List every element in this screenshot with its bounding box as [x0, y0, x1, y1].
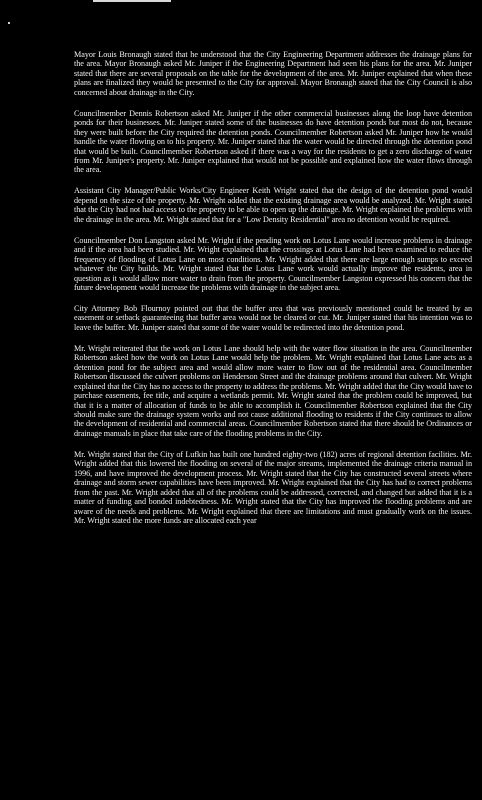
scan-speck — [8, 22, 10, 24]
paragraph: Councilmember Don Langston asked Mr. Wright if the pending work on Lotus Lane would increase problems in drainage and if the area had been studied. Mr. Wright explained that the crossings at Lotus Lane had been examined to reduce the frequency of flooding of Lotus Lane on most conditions. Mr. Wright added that there are large enough sumps to exceed whatever the City builds. Mr. Wright stated that the Lotus Lane work would actually improve the residents, area in question as it would allow more water to drain from the property. Councilmember Langston expressed his concern that the future development would increase the problems with drainage in the subject area. — [74, 235, 472, 293]
paragraph: Councilmember Dennis Robertson asked Mr. Juniper if the other commercial businesses along the loop have detention ponds for their businesses. Mr. Juniper stated some of the businesses do have detention ponds but most do not, because they were built before the City required the detention ponds. Councilmember Robertson asked Mr. Juniper how he would handle the water flowing on to his property. Mr. Juniper stated that the water would be directed through the detention pond that would be built. Councilmember Robertson asked if there was a way for the residents to get a zero discharge of water from Mr. Juniper's property. Mr. Juniper explained that would not be possible and explained how the water flows through the area. — [74, 108, 472, 175]
paragraph: City Attorney Bob Flournoy pointed out that the buffer area that was previously mentioned could be treated by an easement or setback guaranteeing that buffer area would not be cleared or cut. Mr. Juniper stated that his intention was to leave the buffer. Mr. Juniper stated that some of the water would be redirected into the detention pond. — [74, 303, 472, 332]
paragraph: Mayor Louis Bronaugh stated that he understood that the City Engineering Department addresses the drainage plans for the area. Mayor Bronaugh asked Mr. Juniper if the Engineering Department had seen his plans for the area. Mr. Juniper stated that there are several proposals on the table for the development of the area. Mr. Juniper explained that when these plans are finalized they would be presented to the City for approval. Mayor Bronaugh stated that the City Council is also concerned about drainage in the City. — [74, 50, 472, 97]
header-rule — [93, 0, 171, 2]
minutes-body — [74, 50, 472, 537]
paragraph: Mr. Wright stated that the City of Lufkin has built one hundred eighty-two (182) acres of regional detention facilities. Mr. Wright added that this lowered the flooding on several of the major streams, implemented the drainage criteria manual in 1996, and have improved the development process. Mr. Wright stated that the City has constructed several streets where drainage and storm sewer capabilities have been improved. Mr. Wright explained that the City has had to correct problems from the past. Mr. Wright added that all of the problems could be addressed, corrected, and changed but added that it is a matter of funding and bonded indebtedness. Mr. Wright stated that the City has improved the flooding problems and are aware of the needs and problems. Mr. Wright explained that there are limitations and must gradually work on the issues. Mr. Wright stated the more funds are allocated each year — [74, 449, 472, 526]
paragraph: Mr. Wright reiterated that the work on Lotus Lane should help with the water flow situation in the area. Councilmember Robertson asked how the work on Lotus Lane would help the problem. Mr. Wright explained that Lotus Lane acts as a detention pond for the subject area and would allow more water to flow out of the residential area. Councilmember Robertson discussed the culvert problems on Henderson Street and the drainage problems around that culvert. Mr. Wright explained that the City has no access to the property to address the problems. Mr. Wright added that the City would have to purchase easements, fee title, and acquire a wetlands permit. Mr. Wright stated that the problem could be improved, but that it is a matter of allocation of funds to be able to accomplish it. Councilmember Robertson explained that the City should make sure the drainage system works and not cause additional flooding to residents if the City continues to allow the development of residential and commercial areas. Councilmember Robertson stated that there should be Ordinances or drainage manuals in place that take care of the flooding problems in the City. — [74, 343, 472, 438]
paragraph: Assistant City Manager/Public Works/City Engineer Keith Wright stated that the design of the detention pond would depend on the size of the property. Mr. Wright added that the existing drainage area would be analyzed. Mr. Wright stated that the City had not had access to the property to be able to open up the drainage. Mr. Wright explained the problems with the drainage in the area. Mr. Wright stated that for a "Low Density Residential" area no detention would be required. — [74, 186, 472, 224]
